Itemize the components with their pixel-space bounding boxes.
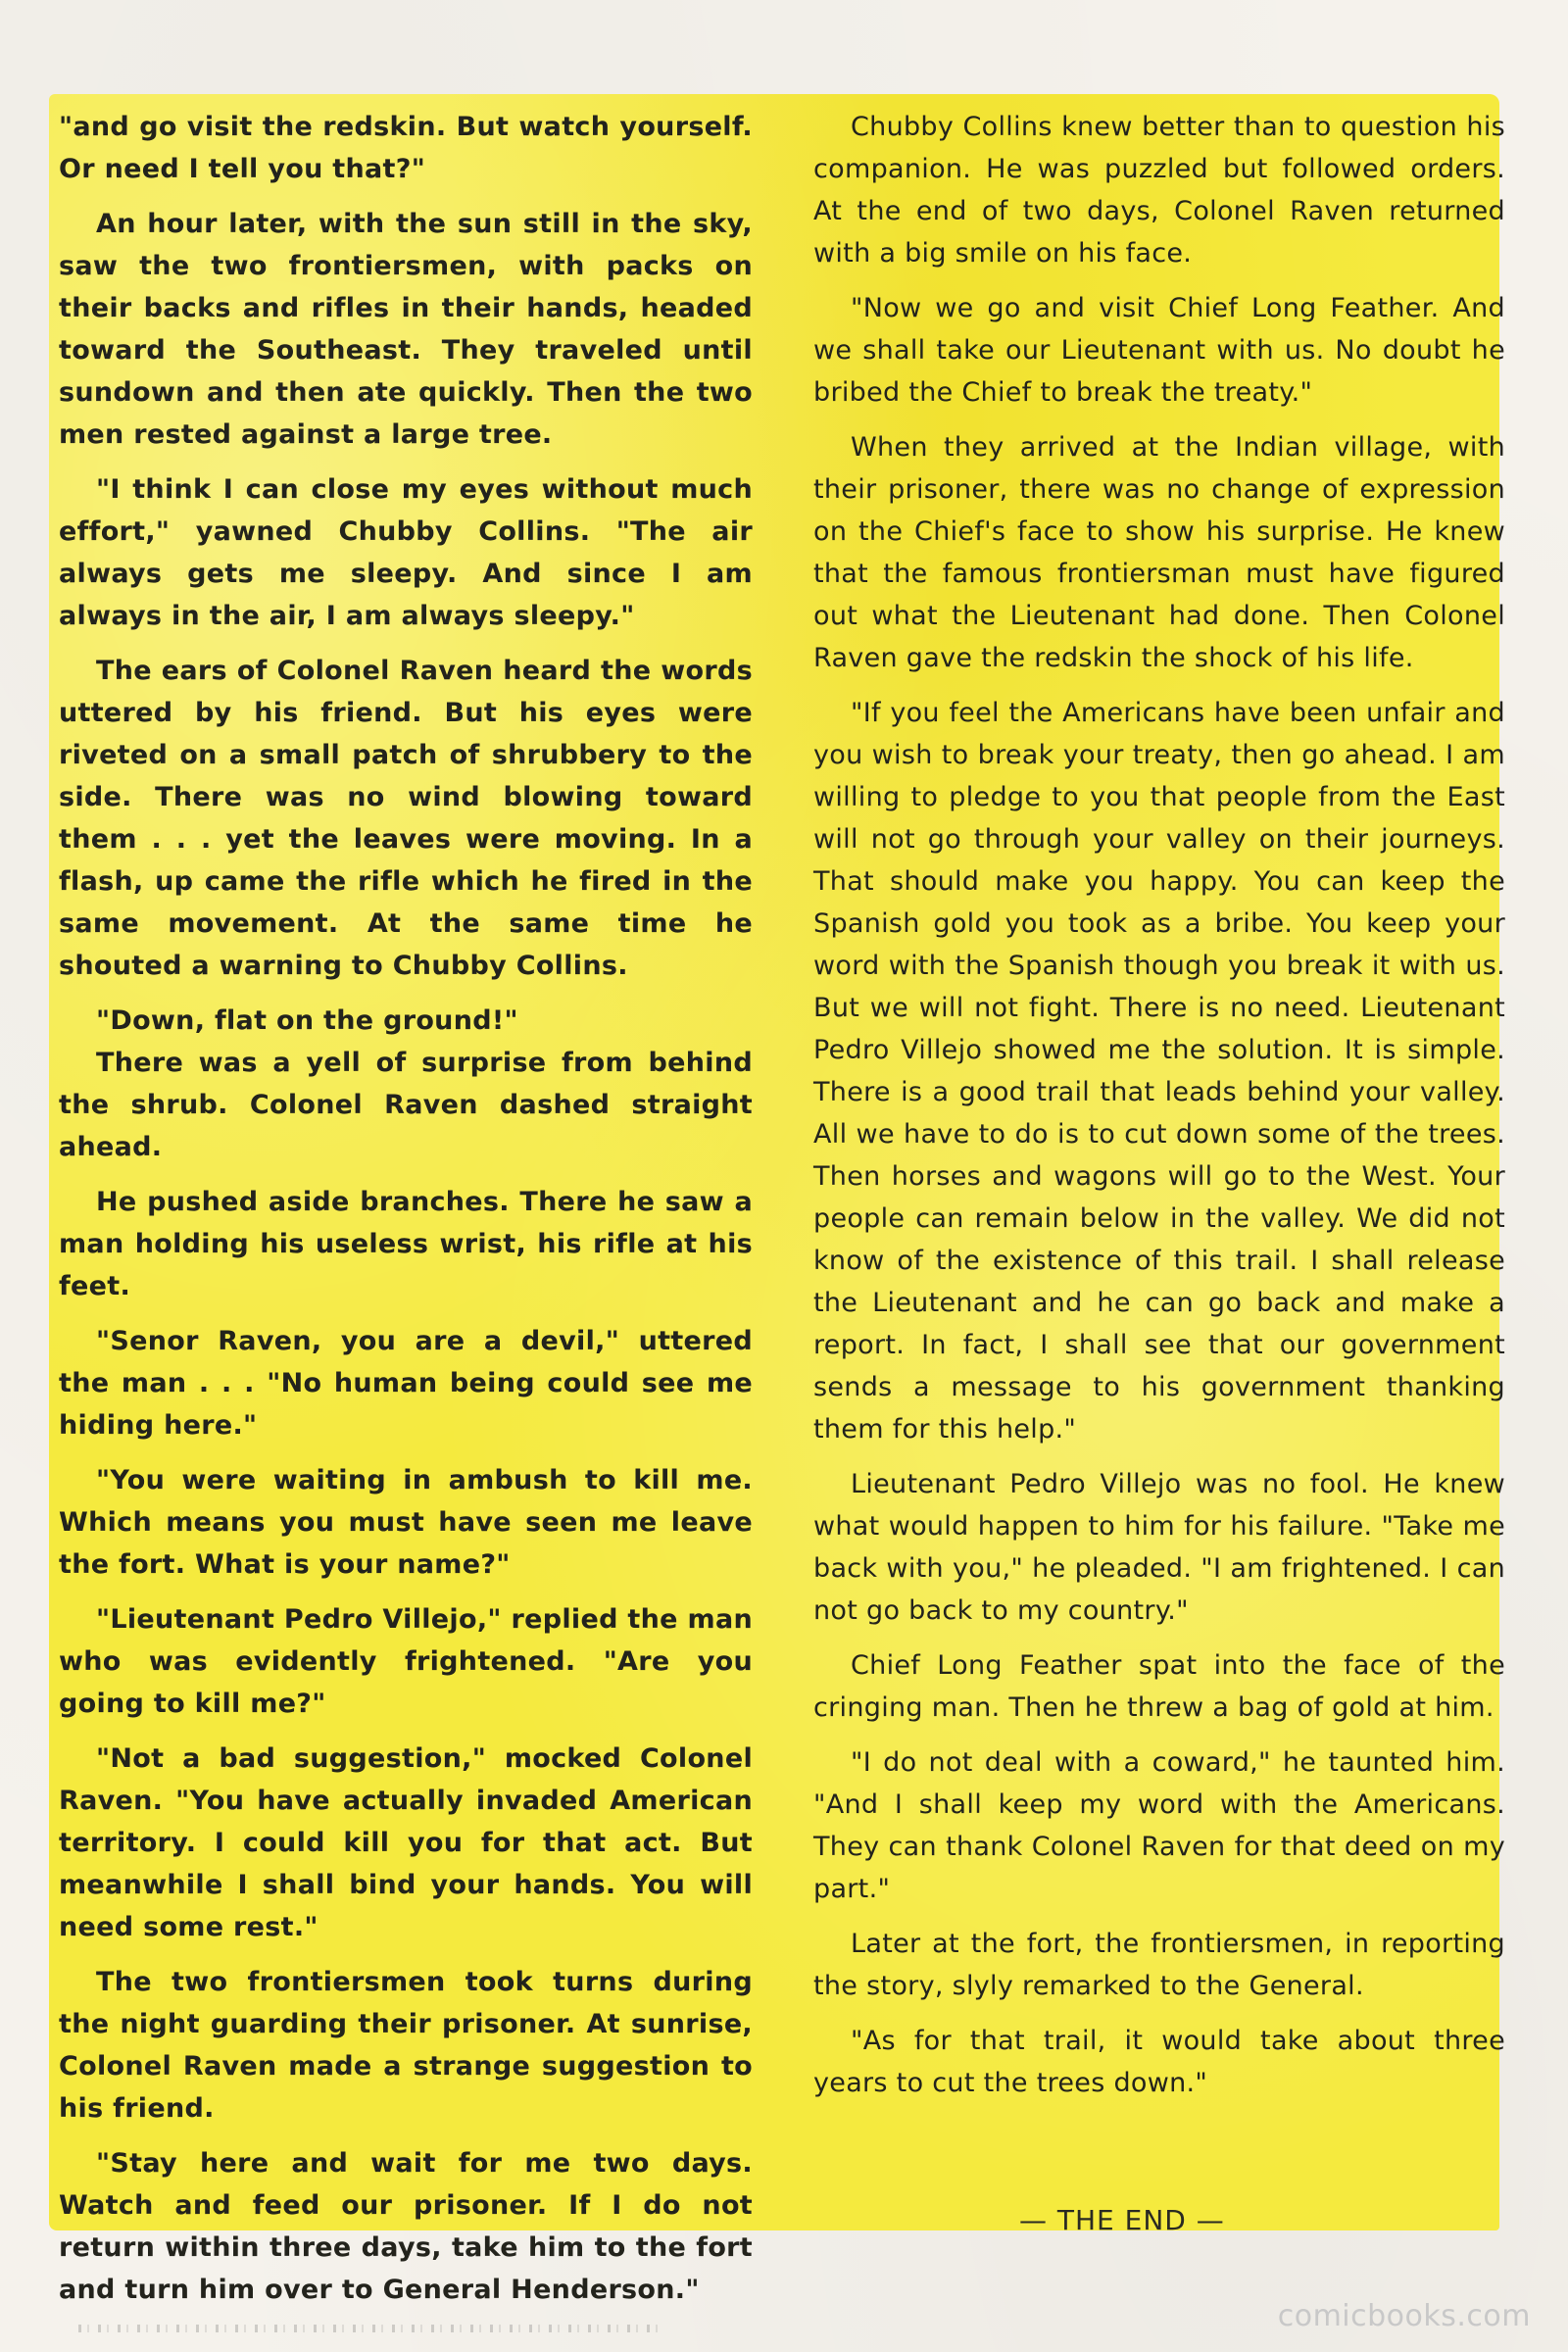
watermark: comicbooks.com — [1277, 2299, 1531, 2333]
paragraph: An hour later, with the sun still in the sky, saw the two frontiersmen, with packs on their backs and rifles in their hands, headed toward the Southeast. They traveled until sundown and then ate quickly. Then the two men rested against a large tree. — [59, 209, 753, 450]
paragraph: Later at the fort, the frontiersmen, in reporting the story, slyly remarked to the General. — [813, 1929, 1505, 2001]
paragraph: "Not a bad suggestion," mocked Colonel Raven. "You have actually invaded American territory. I could kill you for that act. But meanwhile I shall bind your hands. You will need some rest." — [59, 1743, 753, 1942]
paragraph: "Now we go and visit Chief Long Feather. And we shall take our Lieutenant with us. No doubt he bribed the Chief to break the treaty." — [813, 293, 1505, 408]
paragraph: "Down, flat on the ground!" — [96, 1005, 518, 1036]
the-end-label: — THE END — — [1019, 2204, 1225, 2236]
story-column-left — [59, 106, 753, 2324]
scan-artifact-strip — [78, 2325, 666, 2332]
paragraph: Chief Long Feather spat into the face of the cringing man. Then he threw a bag of gold at him. — [813, 1650, 1505, 1723]
paragraph: When they arrived at the Indian village, with their prisoner, there was no change of expression on the Chief's face to show his surprise. He knew that the famous frontiersman must have figured out what the Lieutenant had done. Then Colonel Raven gave the redskin the shock of his life. — [813, 432, 1505, 673]
paragraph: "and go visit the redskin. But watch yourself. Or need I tell you that?" — [59, 112, 753, 184]
paragraph: There was a yell of surprise from behind the shrub. Colonel Raven dashed straight ahead. — [59, 1048, 753, 1162]
paragraph: "Senor Raven, you are a devil," uttered the man . . . "No human being could see me hiding here." — [59, 1326, 753, 1441]
paragraph: He pushed aside branches. There he saw a man holding his useless wrist, his rifle at his feet. — [59, 1187, 753, 1301]
paragraph: "I think I can close my eyes without much effort," yawned Chubby Collins. "The air always gets me sleepy. And since I am always in the air, I am always sleepy." — [59, 474, 753, 631]
paragraph: The two frontiersmen took turns during the night guarding their prisoner. At sunrise, Colonel Raven made a strange suggestion to his friend. — [59, 1967, 753, 2124]
paragraph: Lieutenant Pedro Villejo was no fool. He knew what would happen to him for his failure. "Take me back with you," he pleaded. "I am frightened. I can not go back to my country." — [813, 1469, 1505, 1626]
paragraph: "As for that trail, it would take about three years to cut the trees down." — [813, 2026, 1505, 2098]
paragraph: The ears of Colonel Raven heard the words uttered by his friend. But his eyes were riveted on a small patch of shrubbery to the side. There was no wind blowing toward them . . . yet the leaves were moving. In a flash, up came the rifle which he fired in the same movement. At the same time he shouted a warning to Chubby Collins. — [59, 656, 753, 981]
paragraph: "Lieutenant Pedro Villejo," replied the man who was evidently frightened. "Are you going to kill me?" — [59, 1604, 753, 1719]
paragraph: "I do not deal with a coward," he taunted him. "And I shall keep my word with the Americans. They can thank Colonel Raven for that deed on my part." — [813, 1747, 1505, 1904]
paragraph: Chubby Collins knew better than to question his companion. He was puzzled but followed orders. At the end of two days, Colonel Raven returned with a big smile on his face. — [813, 112, 1505, 269]
paragraph: "You were waiting in ambush to kill me. Which means you must have seen me leave the fort. What is your name?" — [59, 1465, 753, 1580]
story-column-right — [813, 106, 1505, 2117]
paragraph: "Stay here and wait for me two days. Watch and feed our prisoner. If I do not return within three days, take him to the fort and turn him over to General Henderson." — [59, 2148, 753, 2305]
paragraph: "If you feel the Americans have been unfair and you wish to break your treaty, then go ahead. I am willing to pledge to you that people from the East will not go through your valley on their journeys. That should make you happy. You can keep the Spanish gold you took as a bribe. You keep your word with the Spanish though you break it with us. But we will not fight. There is no need. Lieutenant Pedro Villejo showed me the solution. It is simple. There is a good trail that leads behind your valley. All we have to do is to cut down some of the trees. Then horses and wagons will go to the West. Your people can remain below in the valley. We did not know of the existence of this trail. I shall release the Lieutenant and he can go back and make a report. In fact, I shall see that our government sends a message to his government thanking them for this help." — [813, 698, 1505, 1445]
